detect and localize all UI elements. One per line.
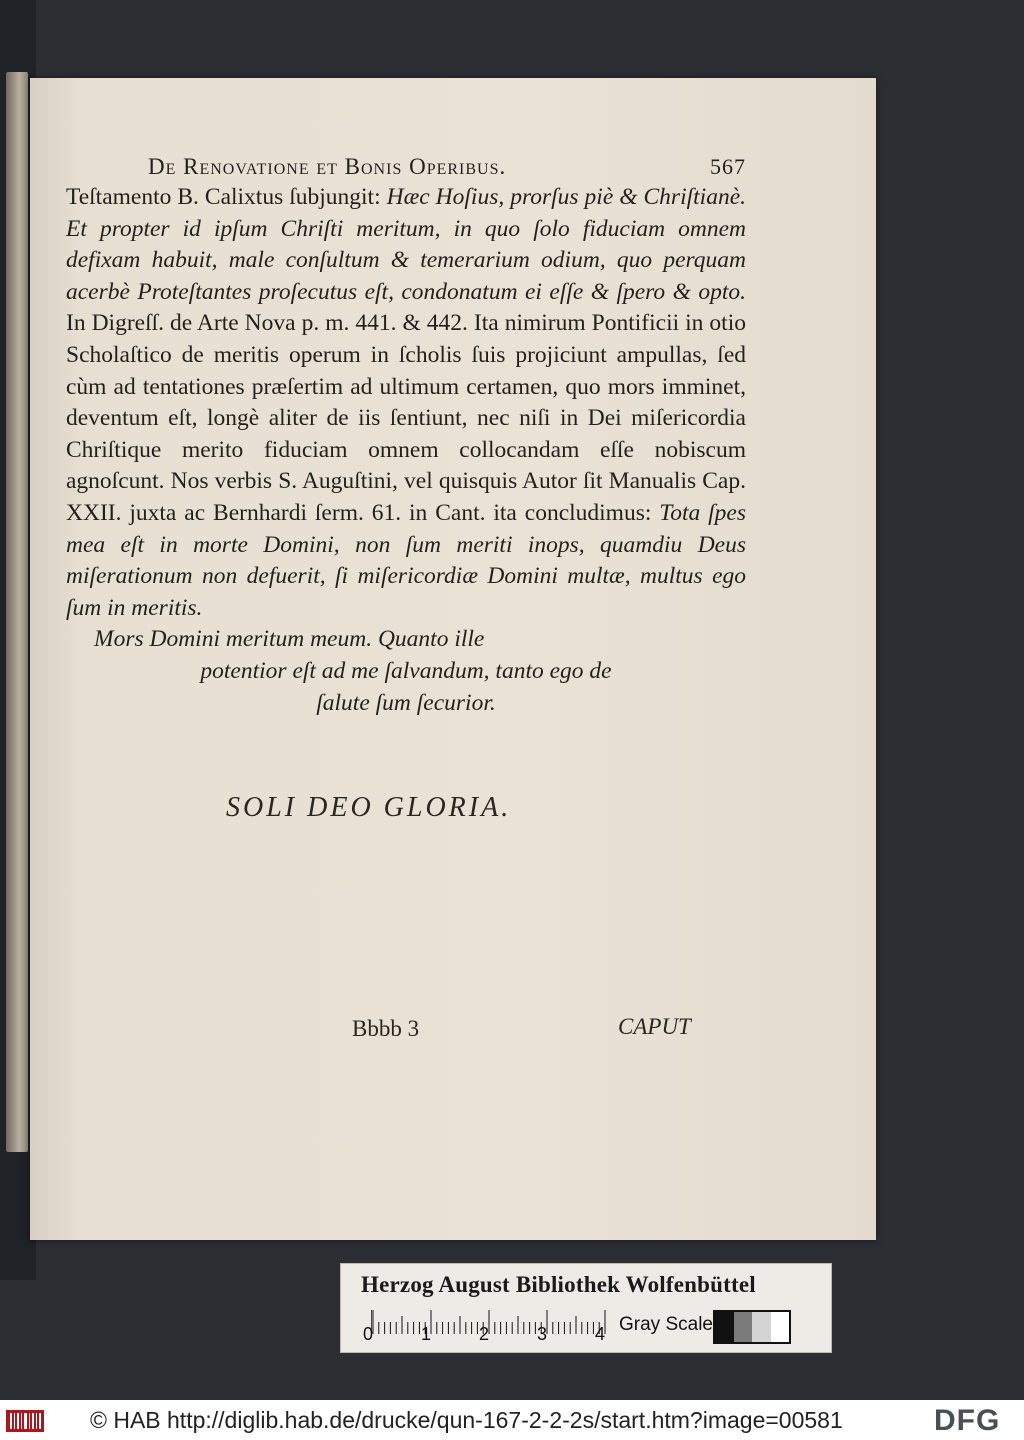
closing-line: Mors Domini meritum meum. Quanto ille	[94, 626, 485, 653]
book-page	[30, 78, 876, 1240]
library-label	[340, 1263, 832, 1353]
page-content	[66, 154, 746, 719]
gray-swatch	[715, 1312, 734, 1342]
italic-run: Tota ſpes mea eſt in morte Domini, non ſum meriti inops, quamdiu Deus miſerationum non defuerit, ſi miſericordiæ Domini multæ, multus ego ſum in meritis.	[66, 499, 746, 621]
gray-scale-swatches	[713, 1310, 791, 1344]
library-name: Herzog August Bibliothek Wolfenbüttel	[361, 1272, 756, 1297]
closing-line: potentior eſt ad me ſalvandum, tanto ego de	[200, 657, 612, 684]
previous-page-sliver	[6, 72, 28, 1152]
page-number: 567	[710, 154, 746, 179]
dfg-logo: DFG	[934, 1404, 1001, 1437]
hab-barcode-icon	[6, 1410, 44, 1432]
roman-run: Teſtamento B. Calixtus ſubjungit:	[66, 184, 387, 210]
ruler-number: 3	[537, 1324, 548, 1344]
closing-lines	[66, 624, 746, 719]
ruler-number: 4	[595, 1324, 606, 1344]
soli-deo-gloria: SOLI DEO GLORIA.	[226, 792, 512, 823]
footer-bar	[0, 1400, 1024, 1440]
gray-swatch	[734, 1312, 753, 1342]
ruler-numbers	[363, 1324, 623, 1348]
roman-run: In Digreſſ. de Arte Nova p. m. 441. & 442. Ita nimirum Pontificii in otio Scholaſtico de meritis operum in ſcholis ſuis projiciunt ampullas, ſed cùm ad tentationes præſertim ad ultimum certamen, quo mors imminet, deventum eſt, longè aliter de iis ſentiunt, nec niſi in Dei miſericordia Chriſtique merito fiduciam omnem collocandam eſſe nobiscum agnoſcunt. Nos verbis S. Auguſtini, vel quisquis Autor ſit Manualis Cap. XXII. juxta ac Bernhardi ſerm. 61. in Cant. ita concludimus:	[66, 310, 746, 526]
closing-line: ſalute ſum ſecurior.	[316, 689, 496, 716]
running-title: De Renovatione et Bonis Operibus.	[148, 154, 507, 179]
italic-run: Hæc Hoſius, prorſus piè & Chriſtianè. Et propter id ipſum Chriſti meritum, in quo ſolo fiduciam omnem defixam habuit, male conſultum & temerarium odium, quo perquam acerbè Proteſtantes proſecutus eſt, condonatum ei eſſe & ſpero & opto.	[66, 184, 746, 305]
catchword: CAPUT	[618, 1014, 691, 1039]
gray-swatch	[752, 1312, 771, 1342]
paragraph	[66, 182, 746, 624]
gray-scale-label: Gray Scale	[619, 1314, 713, 1335]
source-link[interactable]: © HAB http://diglib.hab.de/drucke/qun-167-2-2-2s/start.htm?image=00581	[90, 1407, 843, 1433]
gray-swatch	[771, 1312, 790, 1342]
ruler-number: 1	[421, 1324, 432, 1344]
body-text	[66, 182, 746, 624]
ruler-number: 2	[479, 1324, 490, 1344]
signature-mark: Bbbb 3	[352, 1016, 420, 1041]
ruler-number: 0	[363, 1324, 374, 1344]
running-head	[66, 154, 746, 180]
